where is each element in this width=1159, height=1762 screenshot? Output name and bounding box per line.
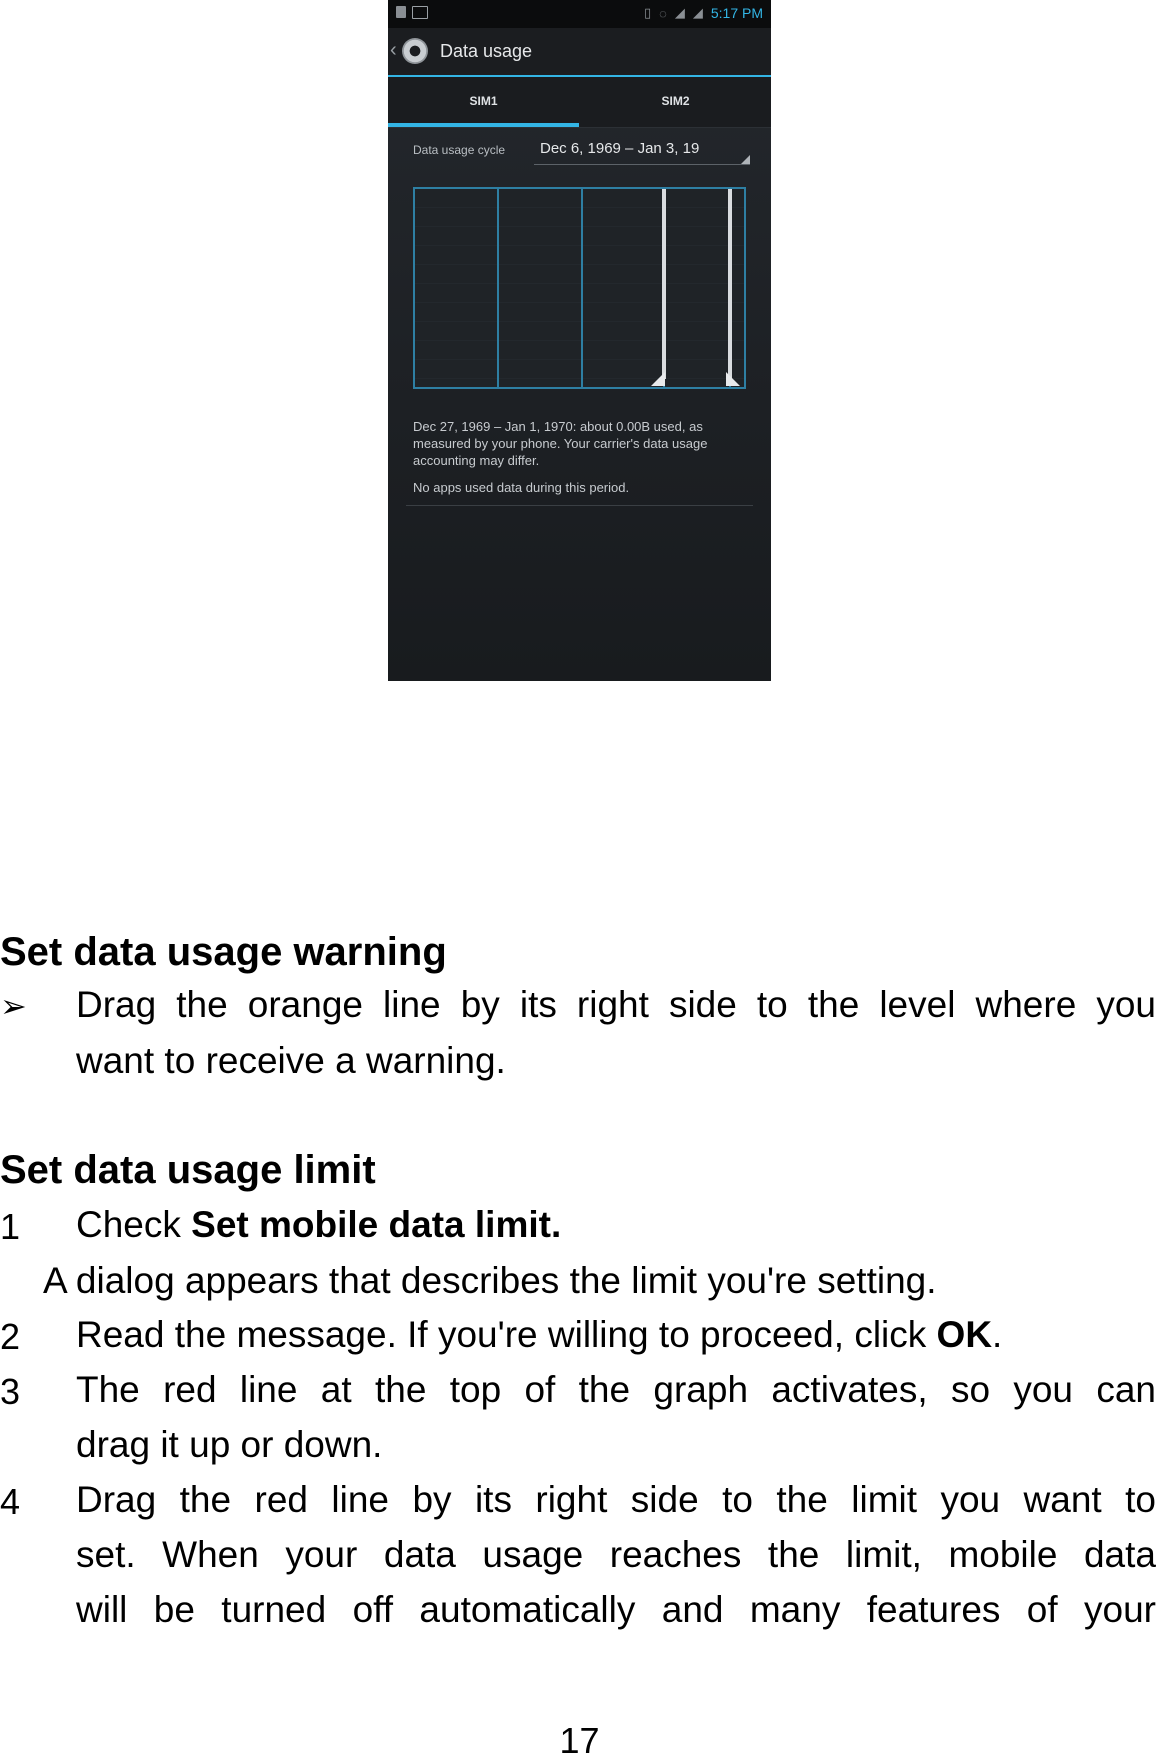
tab-sim1[interactable]: SIM1: [388, 77, 579, 127]
warning-text-line2: want to receive a warning.: [76, 1040, 506, 1081]
usage-description: Dec 27, 1969 – Jan 1, 1970: about 0.00B used, as measured by your phone. Your carrier's data usage accounting may differ.: [413, 419, 708, 468]
cycle-start-handle[interactable]: [662, 189, 666, 379]
step4-line3: will be turned off automatically and many features of your: [76, 1589, 1156, 1630]
cycle-select[interactable]: [534, 138, 750, 165]
image-icon: [412, 6, 428, 19]
dropdown-triangle-icon: [741, 155, 750, 164]
step2-ok: OK: [936, 1314, 993, 1355]
cycle-value: Dec 6, 1969 – Jan 3, 19: [540, 140, 700, 157]
step1-text: [76, 1204, 561, 1246]
step2-prefix: Read the message. If you're willing to proceed, click: [76, 1314, 937, 1355]
back-chevron-icon[interactable]: ‹: [390, 39, 397, 61]
vibrate-icon: ▯: [643, 5, 652, 20]
tab-sim2[interactable]: SIM2: [661, 94, 690, 108]
step-number: 3: [0, 1371, 21, 1412]
cycle-end-handle[interactable]: [728, 189, 732, 379]
status-bar: [388, 0, 771, 28]
warning-heading: Set data usage warning: [0, 930, 447, 974]
step1-option: Set mobile data limit.: [191, 1204, 562, 1245]
chart-week-line: [581, 189, 583, 387]
step-number: 1: [0, 1206, 21, 1247]
page-number: 17: [559, 1720, 600, 1761]
cycle-label: Data usage cycle: [413, 143, 506, 157]
step-number: 2: [0, 1316, 21, 1357]
step1-note: A dialog appears that describes the limit you're setting.: [43, 1260, 937, 1301]
status-time: 5:17 PM: [710, 5, 763, 21]
screen-title: Data usage: [440, 41, 533, 61]
warning-text-line1: Drag the orange line by its right side to the level where you: [76, 984, 1156, 1025]
step1-prefix: Check: [76, 1204, 192, 1245]
step3-line1: The red line at the top of the graph activates, so you can: [76, 1369, 1156, 1410]
usage-chart[interactable]: [413, 187, 746, 389]
step2-end: .: [992, 1314, 1003, 1355]
no-apps-message: No apps used data during this period.: [413, 480, 630, 495]
settings-gear-icon[interactable]: [402, 38, 428, 64]
chart-week-line: [497, 189, 499, 387]
tab-divider: [388, 127, 771, 128]
cycle-end-grip[interactable]: [726, 372, 740, 386]
sim-icon: [396, 6, 406, 18]
bullet-arrow-icon: ➢: [0, 988, 27, 1024]
limit-heading: Set data usage limit: [0, 1148, 376, 1192]
divider: [406, 505, 753, 506]
step-number: 4: [0, 1481, 21, 1522]
step2-text: [76, 1314, 1002, 1356]
action-bar: [388, 28, 771, 77]
sync-icon: ◌: [659, 5, 667, 21]
sim-tabs: [388, 77, 771, 127]
signal-icon: ◢: [674, 5, 685, 20]
cycle-start-grip[interactable]: [651, 372, 665, 386]
signal2-icon: ◢: [692, 5, 703, 20]
phone-screenshot: [388, 0, 771, 681]
step4-line1: Drag the red line by its right side to the limit you want to: [76, 1479, 1156, 1520]
step4-line2: set. When your data usage reaches the limit, mobile data: [76, 1534, 1156, 1575]
step3-line2: drag it up or down.: [76, 1424, 383, 1465]
